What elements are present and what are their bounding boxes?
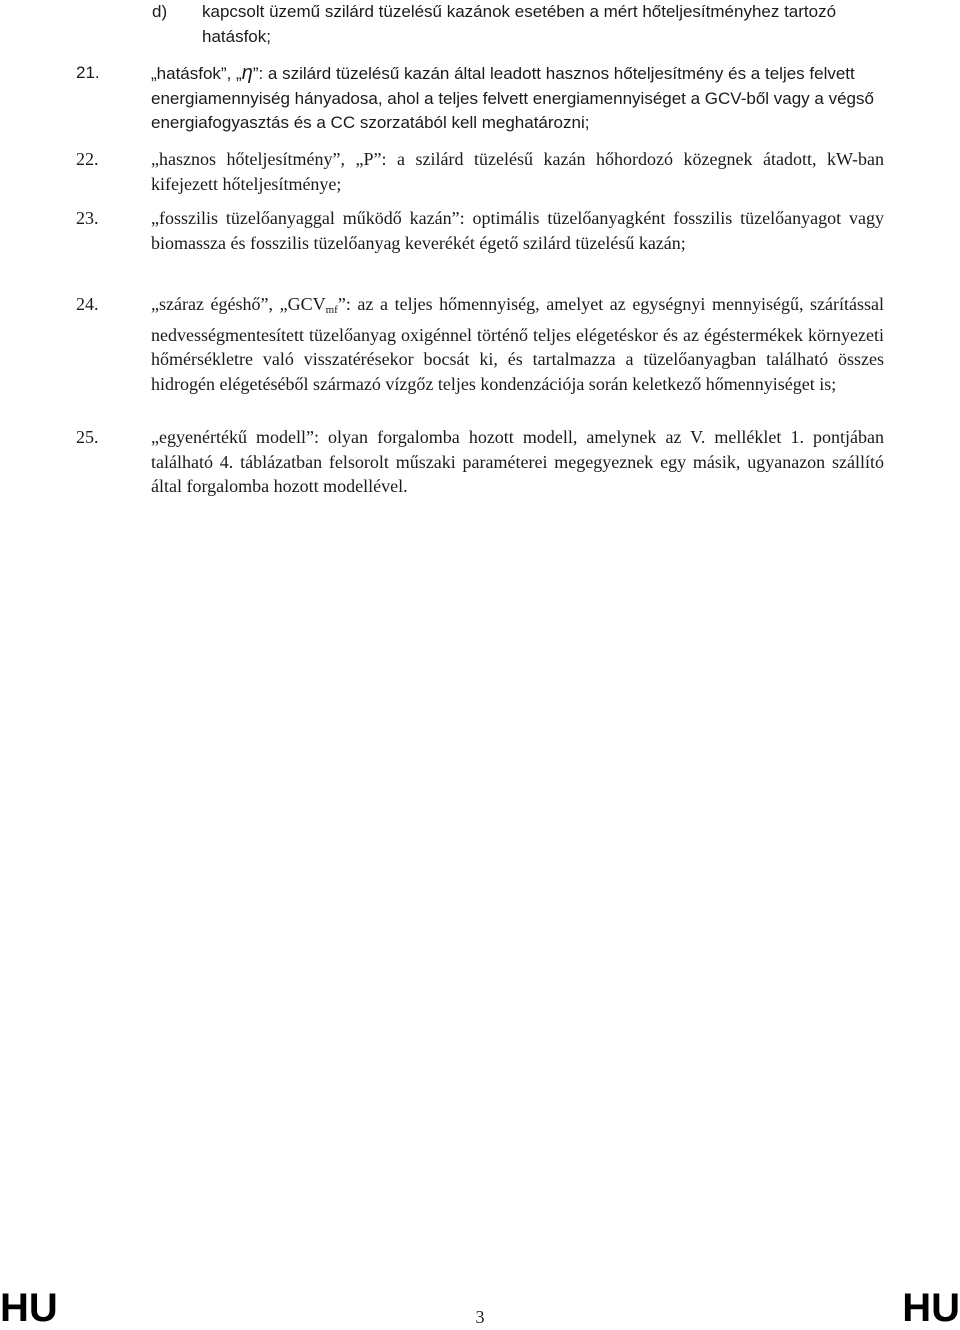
item-number: 21. xyxy=(76,63,100,82)
definition-text: : a szilárd tüzelésű kazán által leadott hasznos hőteljesítmény és a teljes felvett energiamennyiség hányadosa, ahol a teljes felvett energiamennyiséget a GCV-ből vagy a végső energiafogyasztás és a CC szorzatából kell meghatározni; xyxy=(151,64,874,132)
subscript: mf xyxy=(325,304,338,316)
definition-22 xyxy=(76,147,884,196)
item-number: 24. xyxy=(76,294,99,314)
term: „száraz égéshő”, „GCV xyxy=(151,294,326,314)
item-number: d) xyxy=(152,2,168,21)
item-text xyxy=(151,292,884,396)
eta-symbol: η xyxy=(241,62,253,84)
definition-23 xyxy=(76,206,884,255)
term: „hatásfok”, „ xyxy=(151,64,242,83)
term-close: ” xyxy=(252,64,259,83)
definition-text: : az a teljes hőmennyiség, amelyet az egységnyi mennyiségű, szárítással nedvességmentesített tüzelőanyag oxigénnel történő teljes elégetéskor és az égéstermékek környezeti hőmérsékletre való visszatérésekor bocsát ki, és tartalmazza a tüzelőanyagban található összes hidrogén elégetéséből származó vízgőz teljes kondenzációja során keletkező hőmennyiséget is; xyxy=(151,294,885,394)
term-close: ” xyxy=(337,294,346,314)
item-text: „hasznos hőteljesítmény”, „P”: a szilárd tüzelésű kazán hőhordozó közegnek átadott, kW-ban kifejezett hőteljesítménye; xyxy=(151,149,884,194)
list-item-d xyxy=(152,0,892,49)
item-text xyxy=(151,61,884,136)
item-text: „fosszilis tüzelőanyaggal működő kazán”: optimális tüzelőanyagként fosszilis tüzelőanyagot vagy biomassza és fosszilis tüzelőanyag keverékét égető szilárd tüzelésű kazán; xyxy=(151,208,884,253)
item-number: 23. xyxy=(76,208,99,228)
definition-25 xyxy=(76,425,884,499)
language-code-right: HU xyxy=(902,1286,960,1330)
page-number: 3 xyxy=(475,1307,485,1327)
item-number: 22. xyxy=(76,149,99,169)
item-text: „egyenértékű modell”: olyan forgalomba hozott modell, amelynek az V. melléklet 1. pontjában található 4. táblázatban felsorolt műszaki paraméterei megegyeznek egy másik, ugyanazon szállító által forgalomba hozott modellével. xyxy=(151,427,884,496)
item-text: kapcsolt üzemű szilárd tüzelésű kazánok esetében a mért hőteljesítményhez tartozó hatásfok; xyxy=(202,2,837,46)
definition-24 xyxy=(76,292,884,396)
definition-21 xyxy=(76,61,884,136)
language-code-left: HU xyxy=(0,1286,58,1330)
item-number: 25. xyxy=(76,427,99,447)
